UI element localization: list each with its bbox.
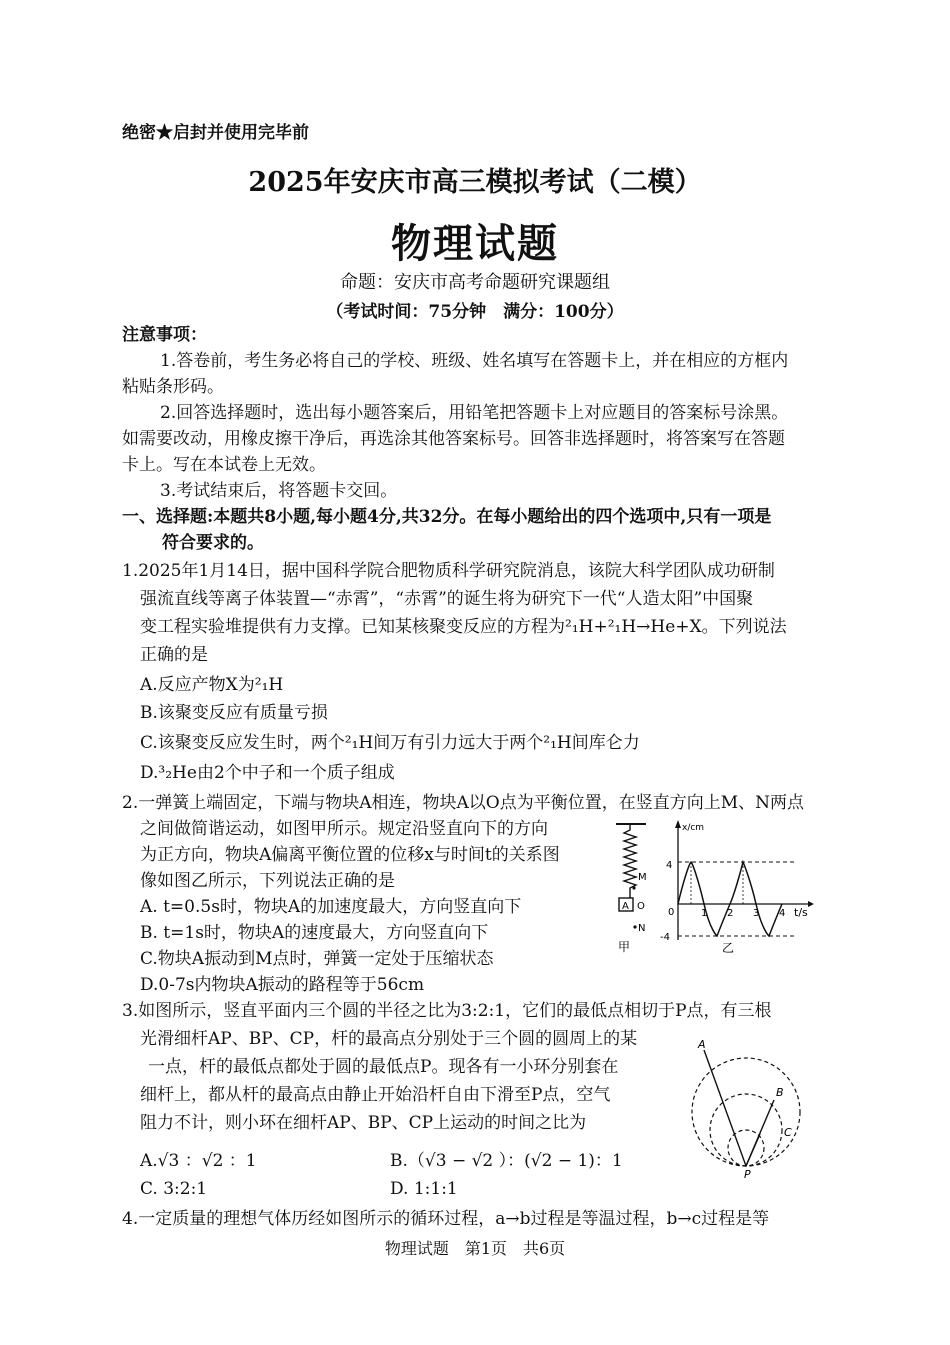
note-1b: 粘贴条形码。 [122,377,224,397]
exam-title: 2025年安庆市高三模拟考试（二模） [248,167,702,198]
q4-line-1: 4.一定质量的理想气体历经如图所示的循环过程，a→b过程是等温过程，b→c过程是等 [122,1209,770,1229]
q2-figure [610,818,830,958]
y-tick-4: 4 [666,860,673,871]
q1-line-2: 强流直线等离子体装置—“赤霄”，“赤霄”的诞生将为研究下一代“人造太阳”中国聚 [140,589,754,609]
label-jia: 甲 [618,940,631,954]
setter-line: 命题：安庆市高考命题研究课题组 [340,272,610,293]
note-1a: 1.答卷前，考生务必将自己的学校、班级、姓名填写在答题卡上，并在相应的方框内 [160,351,789,371]
q3-line-1: 3.如图所示，竖直平面内三个圆的半径之比为3:2:1，它们的最低点相切于P点，有三根 [122,1001,772,1021]
note-2a: 2.回答选择题时，选出每小题答案后，用铅笔把答题卡上对应题目的答案标号涂黑。 [160,403,789,423]
q1-option-a: A.反应产物X为²₁H [140,675,284,695]
note-2c: 卡上。写在本试卷上无效。 [122,455,326,475]
label-a: A [698,1038,706,1051]
q3-option-b: B.（√3 − √2 ）：(√2 − 1)：1 [390,1151,623,1171]
q3-line-4: 细杆上，都从杆的最高点由静止开始沿杆自由下滑至P点，空气 [140,1085,611,1105]
exam-time-info: （考试时间：75分钟 满分：100分） [326,302,624,322]
label-o: O [637,901,645,912]
label-b: B [776,1086,784,1099]
page-footer: 物理试题 第1页 共6页 [384,1239,566,1258]
note-2b: 如需要改动，用橡皮擦干净后，再选涂其他答案标号。回答非选择题时，将答案写在答题 [122,429,785,449]
x-tick-4: 4 [779,908,786,919]
section-1-heading: 一、选择题:本题共8小题,每小题4分,共32分。在每小题给出的四个选项中,只有一项是 [122,507,772,527]
q1-option-b: B.该聚变反应有质量亏损 [140,703,328,723]
q3-line-3: 一点，杆的最低点都处于圆的最低点P。现各有一小环分别套在 [148,1057,619,1077]
label-block-a: A [622,901,629,912]
x-tick-1: 1 [701,908,708,919]
q3-figure [690,1030,840,1180]
origin-label: 0 [668,907,675,918]
x-axis-label: t/s [794,906,808,919]
q2-option-c: C.物块A振动到M点时，弹簧一定处于压缩状态 [140,949,494,969]
q1-option-c: C.该聚变反应发生时，两个²₁H间万有引力远大于两个²₁H间库仑力 [140,733,640,753]
q2-line-3: 为正方向，物块A偏离平衡位置的位移x与时间t的关系图 [140,845,560,865]
q3-line-5: 阻力不计，则小环在细杆AP、BP、CP上运动的时间之比为 [140,1113,587,1133]
q1-line-1: 1.2025年1月14日，据中国科学院合肥物质科学研究院消息，该院大科学团队成功研制 [122,561,775,581]
q2-line-2: 之间做简谐运动，如图甲所示。规定沿竖直向下的方向 [140,819,548,839]
section-1-heading-cont: 符合要求的。 [162,533,264,553]
q1-line-4: 正确的是 [140,645,208,665]
q2-line-4: 像如图乙所示，下列说法正确的是 [140,871,395,891]
q1-option-d: D.³₂He由2个中子和一个质子组成 [140,763,395,783]
x-tick-3: 3 [753,908,760,919]
label-yi: 乙 [722,941,735,955]
q2-option-b: B. t=1s时，物块A的速度最大，方向竖直向下 [140,923,489,943]
q3-line-2: 光滑细杆AP、BP、CP，杆的最高点分别处于三个圆的圆周上的某 [140,1029,638,1049]
sine-curve [678,862,782,936]
q2-line-1: 2.一弹簧上端固定，下端与物块A相连，物块A以O点为平衡位置，在竖直方向上M、N两点 [122,793,804,813]
q2-option-d: D.0-7s内物块A振动的路程等于56cm [140,975,425,995]
q3-option-a: A.√3 ：√2 ：1 [140,1151,257,1171]
secret-label: 绝密★启封并使用完毕前 [122,123,309,143]
note-3: 3.考试结束后，将答题卡交回。 [160,481,398,501]
q3-option-c: C. 3:2:1 [140,1179,208,1199]
y-tick-neg4: -4 [660,932,670,943]
label-m: M [638,872,647,883]
q3-option-d: D. 1:1:1 [390,1179,458,1199]
q1-line-3: 变工程实验堆提供有力支撑。已知某核聚变反应的方程为²₁H+²₁H→He+X。下列说法 [140,617,787,637]
label-p: P [744,1168,751,1180]
x-tick-2: 2 [727,908,734,919]
label-n: N [638,923,646,934]
notes-heading: 注意事项： [122,325,207,345]
label-c: C [784,1126,792,1139]
circle-large [692,1058,800,1166]
rod-ap [704,1050,746,1166]
y-axis-label: x/cm [682,823,705,833]
q2-option-a: A. t=0.5s时，物块A的加速度最大，方向竖直向下 [140,897,522,917]
subject-title: 物理试题 [391,220,559,267]
